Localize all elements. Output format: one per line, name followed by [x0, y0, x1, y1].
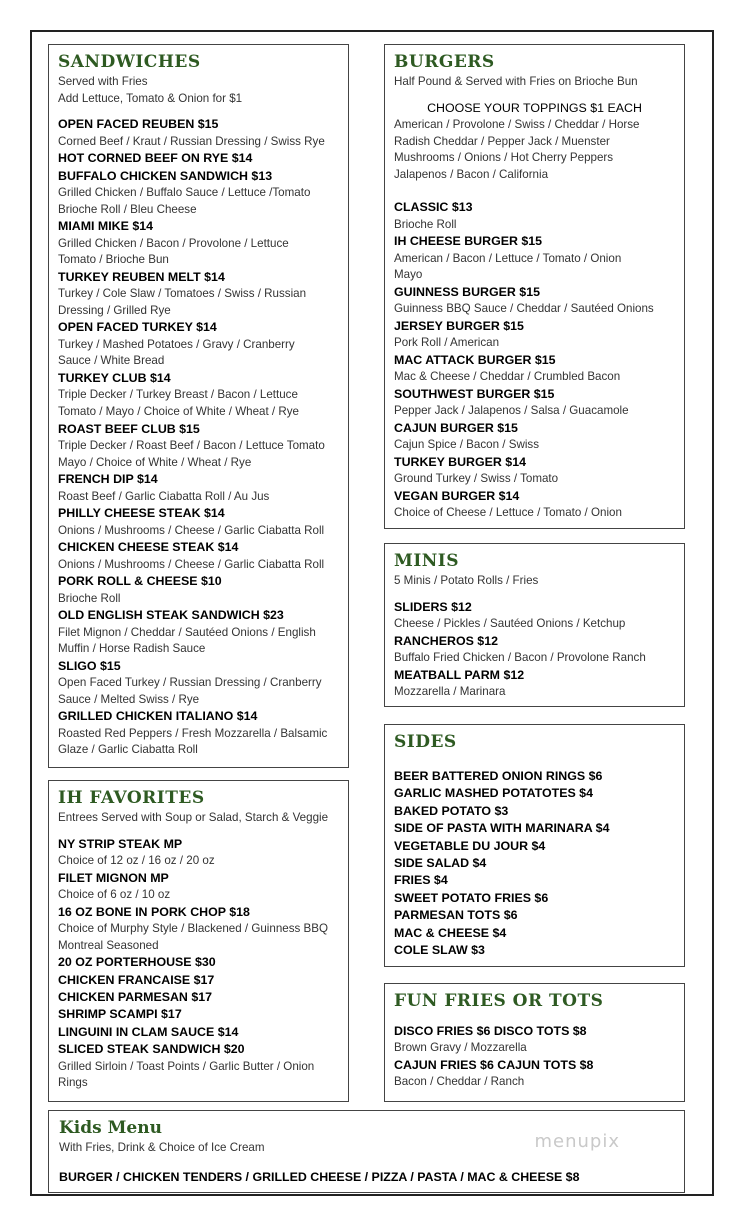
menu-item-description: Cajun Spice / Bacon / Swiss	[394, 438, 539, 452]
menu-item-description: Sauce / Melted Swiss / Rye	[58, 692, 200, 706]
menu-item-description: Choice of Murphy Style / Blackened / Guinness BBQ	[58, 922, 329, 935]
menu-item-description: Triple Decker / Roast Beef / Bacon / Lettuce Tomato	[58, 438, 325, 452]
menu-item-description: Grilled Chicken / Buffalo Sauce / Lettuce /Tomato	[58, 186, 311, 199]
burgers-note: Half Pound & Served with Fries on Brioche Bun	[394, 75, 638, 88]
menu-item	[58, 505, 339, 539]
menu-item	[58, 269, 339, 320]
menu-item-name: FILET MIGNON MP	[58, 870, 169, 885]
menu-item-name: 20 OZ PORTERHOUSE $30	[58, 955, 216, 970]
toppings-line: Mushrooms / Onions / Hot Cherry Peppers	[394, 151, 614, 165]
side-item: FRIES $4	[394, 873, 448, 888]
side-item: PARMESAN TOTS $6	[394, 908, 518, 923]
menu-item-description: Choice of Cheese / Lettuce / Tomato / Onion	[394, 506, 622, 520]
menu-item-name: SLICED STEAK SANDWICH $20	[58, 1042, 245, 1057]
menu-item-name: CLASSIC $13	[394, 200, 473, 215]
menu-item-name: HOT CORNED BEEF ON RYE $14	[58, 151, 253, 166]
menu-item-description: Ground Turkey / Swiss / Tomato	[394, 472, 559, 486]
menu-item-name: NY STRIP STEAK MP	[58, 836, 183, 851]
menu-item-name: SLIGO $15	[58, 658, 121, 673]
menu-item-description: Turkey / Cole Slaw / Tomatoes / Swiss / Russian	[58, 287, 307, 301]
menu-item	[58, 168, 339, 219]
menu-item-description: Brioche Roll / Bleu Cheese	[58, 202, 197, 216]
menu-item-name: OLD ENGLISH STEAK SANDWICH $23	[58, 608, 284, 623]
menu-item	[58, 607, 339, 658]
menu-item-description: Buffalo Fried Chicken / Bacon / Provolone Ranch	[394, 651, 646, 664]
menu-item-name: TURKEY BURGER $14	[394, 454, 526, 469]
menu-item-description: Roast Beef / Garlic Ciabatta Roll / Au Jus	[58, 489, 270, 503]
menu-item	[58, 218, 339, 269]
menu-item-name: MAC ATTACK BURGER $15	[394, 352, 556, 367]
menu-item-name: CAJUN BURGER $15	[394, 420, 518, 435]
menu-item-description: Triple Decker / Turkey Breast / Bacon / Lettuce	[58, 388, 298, 402]
kids-menu-items: BURGER / CHICKEN TENDERS / GRILLED CHEESE / PIZZA / PASTA / MAC & CHEESE $8	[59, 1169, 580, 1184]
menu-item-name: FRENCH DIP $14	[58, 472, 158, 487]
menu-item-description: American / Bacon / Lettuce / Tomato / Onion	[394, 251, 622, 265]
toppings-heading: CHOOSE YOUR TOPPINGS $1 EACH	[427, 100, 642, 115]
menu-item-description: Onions / Mushrooms / Cheese / Garlic Ciabatta Roll	[58, 523, 325, 537]
menu-item-name: MEATBALL PARM $12	[394, 667, 525, 682]
menu-item-name: CHICKEN CHEESE STEAK $14	[58, 540, 239, 555]
menu-item	[58, 708, 339, 759]
sandwiches-list	[58, 116, 339, 759]
side-item: GARLIC MASHED POTATOTES $4	[394, 786, 593, 801]
menu-item	[394, 599, 675, 633]
menu-item-name: JERSEY BURGER $15	[394, 318, 524, 333]
menu-item-name: BUFFALO CHICKEN SANDWICH $13	[58, 168, 273, 183]
kids-menu-note: With Fries, Drink & Choice of Ice Cream	[59, 1141, 265, 1154]
toppings-line: American / Provolone / Swiss / Cheddar / Horse	[394, 118, 640, 131]
menu-item	[394, 667, 675, 701]
menu-item-description: Grilled Sirloin / Toast Points / Garlic Butter / Onion	[58, 1059, 315, 1073]
menu-item	[58, 319, 339, 370]
minis-list	[394, 599, 675, 701]
menu-item-name: SLIDERS $12	[394, 599, 472, 614]
fun-fries-section	[384, 983, 685, 1102]
menu-item-name: CHICKEN PARMESAN $17	[58, 990, 212, 1004]
sides-title: SIDES	[394, 732, 457, 752]
menu-item-description: Pepper Jack / Jalapenos / Salsa / Guacamole	[394, 404, 629, 418]
menu-item	[58, 573, 339, 607]
menu-item-name: GRILLED CHICKEN ITALIANO $14	[58, 709, 258, 724]
menu-item-name: VEGAN BURGER $14	[394, 488, 520, 503]
menu-item-description: Mozzarella / Marinara	[394, 685, 506, 698]
menu-item	[58, 954, 339, 971]
menu-item-name: CHICKEN FRANCAISE $17	[58, 972, 215, 987]
side-item: SIDE SALAD $4	[394, 856, 487, 871]
menu-item	[58, 870, 339, 904]
menu-item	[58, 904, 339, 955]
menu-item-description: Choice of 6 oz / 10 oz	[58, 888, 171, 901]
menu-item-name: IH CHEESE BURGER $15	[394, 234, 543, 249]
side-item: COLE SLAW $3	[394, 943, 485, 958]
sandwiches-section	[48, 44, 349, 768]
menu-item	[394, 284, 675, 318]
menu-item-name: SHRIMP SCAMPI $17	[58, 1007, 182, 1022]
menu-item	[394, 633, 675, 667]
menu-item-name: 16 OZ BONE IN PORK CHOP $18	[58, 904, 250, 919]
menu-item-name: PHILLY CHEESE STEAK $14	[58, 506, 225, 521]
minis-title: MINIS	[394, 551, 460, 571]
menu-item-description: Tomato / Mayo / Choice of White / Wheat / Rye	[58, 404, 299, 418]
menu-item-name: LINGUINI IN CLAM SAUCE $14	[58, 1024, 239, 1039]
menu-item	[394, 454, 675, 488]
menu-item-name: TURKEY REUBEN MELT $14	[58, 269, 225, 284]
sandwiches-notes	[58, 74, 339, 107]
menu-item	[58, 116, 339, 150]
menu-item-description: Roasted Red Peppers / Fresh Mozzarella / Balsamic	[58, 726, 328, 740]
kids-menu-section	[48, 1110, 685, 1193]
toppings-line: Jalapenos / Bacon / California	[394, 167, 549, 181]
menu-item-description: Montreal Seasoned	[58, 938, 159, 952]
menu-item	[58, 658, 339, 709]
menu-item-description: Mayo	[394, 268, 423, 282]
menu-item-name: ROAST BEEF CLUB $15	[58, 421, 200, 436]
side-item: BEER BATTERED ONION RINGS $6	[394, 769, 603, 783]
burgers-section	[384, 44, 685, 529]
menu-item	[58, 421, 339, 472]
menu-item-name: PORK ROLL & CHEESE $10	[58, 574, 222, 589]
menu-item-description: Cheese / Pickles / Sautéed Onions / Ketchup	[394, 617, 626, 630]
toppings-line: Radish Cheddar / Pepper Jack / Muenster	[394, 134, 610, 148]
menu-item-description: Turkey / Mashed Potatoes / Gravy / Cranberry	[58, 337, 295, 351]
menu-item	[58, 1024, 339, 1041]
menu-item-description: Choice of 12 oz / 16 oz / 20 oz	[58, 854, 215, 867]
menu-item-description: Brown Gravy / Mozzarella	[394, 1041, 527, 1055]
menu-item-name: RANCHEROS $12	[394, 633, 498, 648]
fun-fries-list	[394, 1023, 675, 1091]
side-item: VEGETABLE DU JOUR $4	[394, 838, 546, 853]
menu-item-description: Brioche Roll	[394, 217, 457, 231]
sandwiches-note: Served with Fries	[58, 75, 148, 88]
menu-item-description: Brioche Roll	[58, 591, 121, 605]
ih-favorites-list	[58, 836, 339, 1092]
menu-item-description: Sauce / White Bread	[58, 354, 165, 368]
burgers-list	[394, 199, 675, 522]
sides-list	[394, 768, 675, 959]
menu-item-name: OPEN FACED REUBEN $15	[58, 117, 219, 132]
menu-item-description: Dressing / Grilled Rye	[58, 303, 171, 317]
menu-item	[394, 386, 675, 420]
menu-item-description: Rings	[58, 1076, 88, 1090]
menu-item-description: Glaze / Garlic Ciabatta Roll	[58, 743, 198, 757]
menu-item	[58, 150, 339, 167]
menu-item	[394, 352, 675, 386]
menu-item-description: Mac & Cheese / Cheddar / Crumbled Bacon	[394, 370, 621, 384]
side-item: MAC & CHEESE $4	[394, 925, 507, 940]
toppings-list	[394, 117, 675, 183]
menu-item-name: CAJUN FRIES $6 CAJUN TOTS $8	[394, 1058, 594, 1072]
menu-item	[394, 233, 675, 284]
side-item: BAKED POTATO $3	[394, 803, 509, 818]
menu-item	[394, 488, 675, 522]
menu-item-description: Corned Beef / Kraut / Russian Dressing / Swiss Rye	[58, 134, 325, 148]
menu-item	[58, 989, 339, 1006]
menu-item-description: Tomato / Brioche Bun	[58, 253, 169, 267]
menu-item	[58, 972, 339, 989]
menu-item-name: GUINNESS BURGER $15	[394, 284, 540, 299]
minis-section	[384, 543, 685, 707]
menu-item	[394, 1057, 675, 1091]
menu-item	[58, 1041, 339, 1092]
menu-item-description: Open Faced Turkey / Russian Dressing / Cranberry	[58, 676, 322, 690]
menu-item-description: Bacon / Cheddar / Ranch	[394, 1075, 525, 1089]
menu-item-name: OPEN FACED TURKEY $14	[58, 320, 217, 335]
menu-item	[58, 370, 339, 421]
menu-item-description: Filet Mignon / Cheddar / Sautéed Onions / English	[58, 625, 316, 639]
sandwiches-title: SANDWICHES	[58, 52, 201, 72]
menu-item	[394, 318, 675, 352]
ih-favorites-title: IH FAVORITES	[58, 788, 205, 808]
menu-item	[58, 836, 339, 870]
side-item: SIDE OF PASTA WITH MARINARA $4	[394, 821, 610, 836]
menu-item	[58, 539, 339, 573]
menu-item-description: Mayo / Choice of White / Wheat / Rye	[58, 455, 252, 469]
menu-item-description: Guinness BBQ Sauce / Cheddar / Sautéed Onions	[394, 302, 654, 316]
sandwiches-note: Add Lettuce, Tomato & Onion for $1	[58, 91, 243, 105]
burgers-title: BURGERS	[394, 52, 495, 72]
side-item: SWEET POTATO FRIES $6	[394, 890, 549, 905]
menu-item-description: Pork Roll / American	[394, 336, 500, 350]
menu-item-name: SOUTHWEST BURGER $15	[394, 386, 555, 401]
ih-favorites-section	[48, 780, 349, 1102]
menupix-watermark: menupix	[534, 1131, 620, 1152]
ih-favorites-note: Entrees Served with Soup or Salad, Starch & Veggie	[58, 811, 329, 824]
menu-item-name: DISCO FRIES $6 DISCO TOTS $8	[394, 1024, 587, 1038]
menu-item-name: TURKEY CLUB $14	[58, 370, 171, 385]
menu-item	[394, 420, 675, 454]
fun-fries-title: FUN FRIES OR TOTS	[394, 991, 604, 1011]
sides-section	[384, 724, 685, 967]
menu-item-description: Grilled Chicken / Bacon / Provolone / Lettuce	[58, 236, 289, 250]
kids-menu-title: Kids Menu	[59, 1118, 162, 1138]
minis-note: 5 Minis / Potato Rolls / Fries	[394, 574, 539, 587]
menu-item	[394, 1023, 675, 1057]
menu-item	[394, 199, 675, 233]
menu-item-description: Onions / Mushrooms / Cheese / Garlic Ciabatta Roll	[58, 557, 325, 571]
menu-item-description: Muffin / Horse Radish Sauce	[58, 642, 206, 656]
menu-item	[58, 471, 339, 505]
menu-item	[58, 1006, 339, 1023]
menu-item-name: MIAMI MIKE $14	[58, 219, 154, 234]
